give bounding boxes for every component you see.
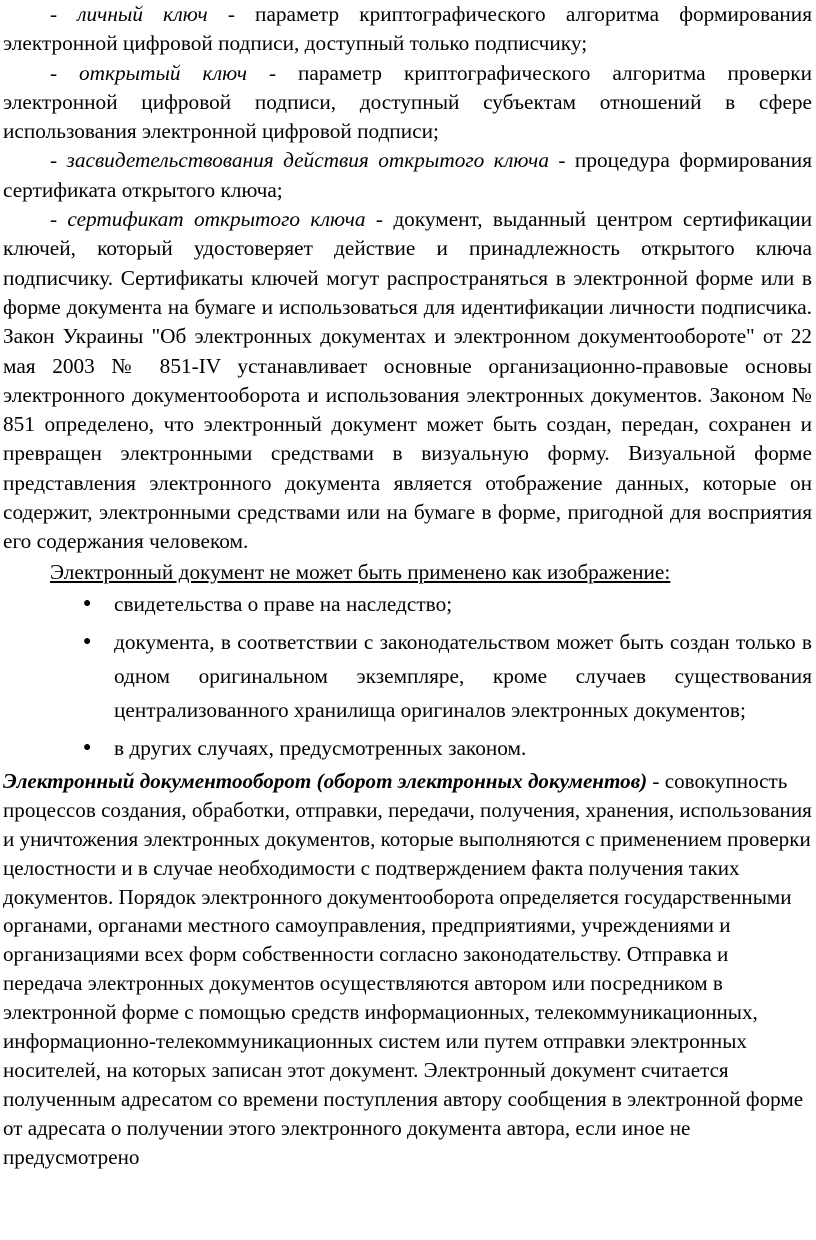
- section-text: - совокупность процессов создания, обработки, отправки, передачи, получения, хранения, использования и уничтожения электронных документов, которые выполняются с применением проверки целостности и в случае необходимости с подтверждением факта получения таких документов. Порядок электронного документооборота определяется государственными органами, органами местного самоуправления, предприятиями, учреждениями и организациями всех форм собственности согласно законодательству. Отправка и передача электронных документов осуществляются автором или посредником в электронной форме с помощью средств информационных, телекоммуникационных, информационно-телекоммуникационных систем или путем отправки электронных носителей, на которых записан этот документ. Электронный документ считается полученным адресатом со времени поступления автору сообщения в электронной форме от адресата о получении этого электронного документа автора, если иное не предусмотрено: [3, 768, 812, 1169]
- definition-term: сертификат открытого ключа: [67, 207, 366, 232]
- list-item-text: документа, в соответствии с законодательством может быть создан только в одном оригинальном экземпляре, кроме случаев существования централизованного хранилища оригиналов электронных документов;: [114, 629, 812, 722]
- definition-text: - параметр криптографического алгоритма формирования электронной цифровой подписи, доступный только подписчику;: [3, 2, 812, 56]
- bullet-icon: ●: [83, 739, 92, 755]
- bullet-list: [3, 587, 812, 765]
- list-item: [3, 625, 812, 727]
- underlined-heading: Электронный документ не может быть применено как изображение:: [50, 559, 671, 584]
- definition-term: засвидетельствования действия открытого ключа: [66, 148, 549, 173]
- definition-term: открытый ключ: [79, 60, 248, 85]
- definition-private-key: [3, 0, 812, 59]
- section-term: Электронный документооборот (оборот электронных документов): [3, 768, 648, 793]
- definition-text: - параметр криптографического алгоритма проверки электронной цифровой подписи, доступный субъектам отношений в сфере использования электронной цифровой подписи;: [3, 60, 812, 144]
- definition-text: - процедура формирования сертификата открытого ключа;: [3, 148, 812, 202]
- list-item: [3, 587, 812, 621]
- definition-text: - документ, выданный центром сертификации ключей, который удостоверяет действие и принадлежность открытого ключа подписчику. Сертификаты ключей могут распространяться в электронной форме или в форме документа на бумаге и использоваться для идентификации личности подписчика. Закон Украины "Об электронных документах и электронном документообороте" от 22 мая 2003 № 851-IV устанавливает основные организационно-правовые основы электронного документооборота и использования электронных документов. Законом № 851 определено, что электронный документ может быть создан, передан, сохранен и превращен электронными средствами в визуальную форму. Визуальной форме представления электронного документа является отображение данных, которые он содержит, электронными средствами или на бумаге в форме, пригодной для восприятия его содержания человеком.: [3, 207, 812, 554]
- bullet-icon: ●: [83, 595, 92, 611]
- list-item-text: свидетельства о праве на наследство;: [114, 591, 453, 616]
- definition-dash: -: [50, 207, 68, 232]
- definition-dash: -: [50, 2, 78, 26]
- definition-public-key: [3, 59, 812, 147]
- definition-public-key-certificate: [3, 205, 812, 557]
- list-item-text: в других случаях, предусмотренных законом.: [114, 735, 527, 760]
- definition-term: личный ключ: [77, 2, 208, 26]
- list-item: [3, 731, 812, 765]
- definition-key-certification: [3, 146, 812, 205]
- definition-dash: -: [50, 60, 80, 85]
- definition-dash: -: [50, 148, 67, 173]
- bullet-icon: ●: [83, 633, 92, 649]
- section-electronic-workflow: [3, 767, 812, 1172]
